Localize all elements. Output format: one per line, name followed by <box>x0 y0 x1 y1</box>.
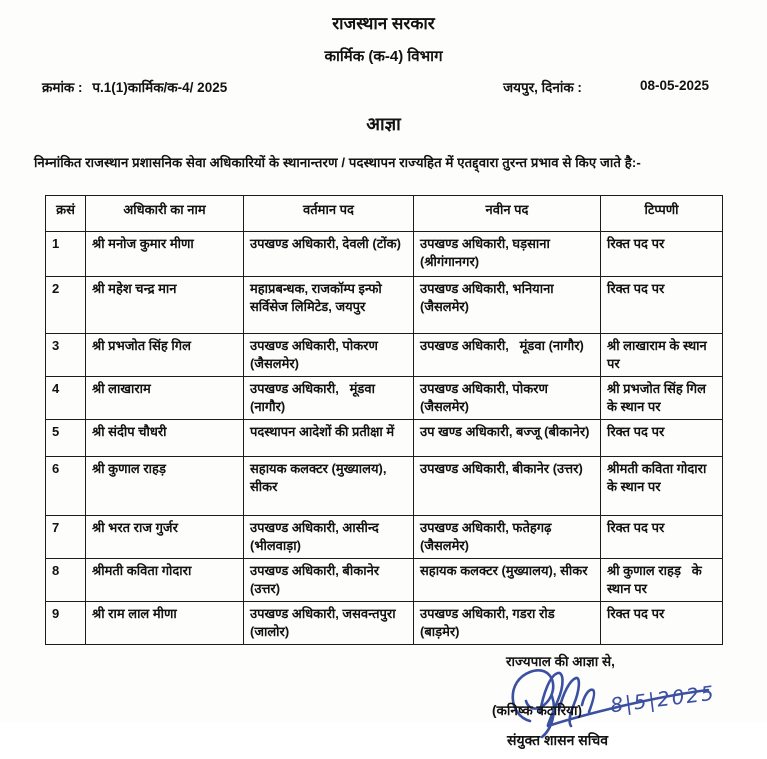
by-order-text: राज्यपाल की आज्ञा से, <box>506 654 615 670</box>
date-value: 08-05-2025 <box>639 78 709 93</box>
cell-remarks: श्री प्रभजोत सिंह गिल के स्थान पर <box>601 377 723 420</box>
cell-new-post: सहायक कलक्टर (मुख्यालय), सीकर <box>414 559 601 602</box>
government-title: राजस्थान सरकार <box>332 14 435 33</box>
cell-current-post: उपखण्ड अधिकारी, बीकानेर (उत्तर) <box>244 559 414 602</box>
intro-paragraph: निम्नांकित राजस्थान प्रशासनिक सेवा अधिकारियों के स्थानान्तरण / पदस्थापन राज्यहित में एतद्द्वारा तुरन्त प्रभाव से किए जाते है:- <box>34 155 641 170</box>
cell-remarks: रिक्त पद पर <box>601 232 723 277</box>
table-row <box>46 602 723 645</box>
cell-current-post: उपखण्ड अधिकारी, जसवन्तपुरा (जालोर) <box>244 602 414 645</box>
serial-value: प.1(1)कार्मिक/क-4/ 2025 <box>92 80 228 95</box>
cell-officer-name: श्री महेश चन्द्र मान <box>86 277 244 334</box>
cell-new-post: उप खण्ड अधिकारी, बज्जू (बीकानेर) <box>414 420 601 457</box>
cell-current-post: सहायक कलक्टर (मुख्यालय), सीकर <box>244 457 414 516</box>
table-row <box>46 232 723 277</box>
cell-new-post: उपखण्ड अधिकारी, पोकरण (जैसलमेर) <box>414 377 601 420</box>
signatory-name: (कनिष्क कटारिया) <box>492 703 582 719</box>
cell-remarks: रिक्त पद पर <box>601 516 723 559</box>
cell-serial: 5 <box>46 420 86 457</box>
cell-new-post: उपखण्ड अधिकारी, बीकानेर (उत्तर) <box>414 457 601 516</box>
table-row <box>46 377 723 420</box>
cell-officer-name: श्री लाखाराम <box>86 377 244 420</box>
order-heading: आज्ञा <box>366 114 401 134</box>
table-row <box>46 334 723 377</box>
cell-serial: 7 <box>46 516 86 559</box>
col-header-serial: क्रसं <box>46 196 86 232</box>
cell-current-post: उपखण्ड अधिकारी, देवली (टोंक) <box>244 232 414 277</box>
cell-current-post: महाप्रबन्धक, राजकॉम्प इन्फो सर्विसेज लिमिटेड, जयपुर <box>244 277 414 334</box>
department-title: कार्मिक (क-4) विभाग <box>324 48 443 65</box>
table-row <box>46 559 723 602</box>
cell-remarks: श्रीमती कविता गोदारा के स्थान पर <box>601 457 723 516</box>
cell-remarks: रिक्त पद पर <box>601 602 723 645</box>
cell-new-post: उपखण्ड अधिकारी, मूंडवा (नागौर) <box>414 334 601 377</box>
cell-officer-name: श्री राम लाल मीणा <box>86 602 244 645</box>
col-header-remarks: टिप्पणी <box>601 196 723 232</box>
cell-new-post: उपखण्ड अधिकारी, फतेहगढ़ (जैसलमेर) <box>414 516 601 559</box>
meta-row <box>42 78 737 96</box>
serial-number-line <box>42 78 227 96</box>
table-row <box>46 457 723 516</box>
cell-officer-name: श्री प्रभजोत सिंह गिल <box>86 334 244 377</box>
cell-serial: 4 <box>46 377 86 420</box>
table-row <box>46 420 723 457</box>
cell-new-post: उपखण्ड अधिकारी, घड़साना (श्रीगंगानगर) <box>414 232 601 277</box>
cell-serial: 9 <box>46 602 86 645</box>
cell-officer-name: श्री कुणाल राहड़ <box>86 457 244 516</box>
transfer-orders-table <box>45 195 723 645</box>
cell-officer-name: श्रीमती कविता गोदारा <box>86 559 244 602</box>
col-header-new-post: नवीन पद <box>414 196 601 232</box>
place-date-line <box>503 78 737 96</box>
cell-new-post: उपखण्ड अधिकारी, गडरा रोड (बाड़मेर) <box>414 602 601 645</box>
cell-current-post: उपखण्ड अधिकारी, आसीन्द (भीलवाड़ा) <box>244 516 414 559</box>
place-date-label: जयपुर, दिनांक : <box>503 80 582 95</box>
handwritten-date: 8|5|2025 <box>608 681 717 718</box>
cell-remarks: श्री कुणाल राहड़ के स्थान पर <box>601 559 723 602</box>
table-header-row <box>46 196 723 232</box>
cell-officer-name: श्री भरत राज गुर्जर <box>86 516 244 559</box>
cell-current-post: उपखण्ड अधिकारी, पोकरण (जैसलमेर) <box>244 334 414 377</box>
cell-officer-name: श्री मनोज कुमार मीणा <box>86 232 244 277</box>
cell-current-post: उपखण्ड अधिकारी, मूंडवा (नागौर) <box>244 377 414 420</box>
cell-serial: 6 <box>46 457 86 516</box>
cell-current-post: पदस्थापन आदेशों की प्रतीक्षा में <box>244 420 414 457</box>
signatory-designation: संयुक्त शासन सचिव <box>507 732 608 749</box>
cell-remarks: रिक्त पद पर <box>601 277 723 334</box>
cell-serial: 1 <box>46 232 86 277</box>
cell-serial: 8 <box>46 559 86 602</box>
col-header-officer-name: अधिकारी का नाम <box>86 196 244 232</box>
cell-remarks: रिक्त पद पर <box>601 420 723 457</box>
table-row <box>46 277 723 334</box>
cell-serial: 3 <box>46 334 86 377</box>
cell-remarks: श्री लाखाराम के स्थान पर <box>601 334 723 377</box>
cell-new-post: उपखण्ड अधिकारी, भनियाना (जैसलमेर) <box>414 277 601 334</box>
cell-serial: 2 <box>46 277 86 334</box>
signature-block <box>0 649 767 759</box>
table-row <box>46 516 723 559</box>
cell-officer-name: श्री संदीप चौधरी <box>86 420 244 457</box>
serial-label: क्रमांक : <box>42 80 83 95</box>
col-header-current-post: वर्तमान पद <box>244 196 414 232</box>
